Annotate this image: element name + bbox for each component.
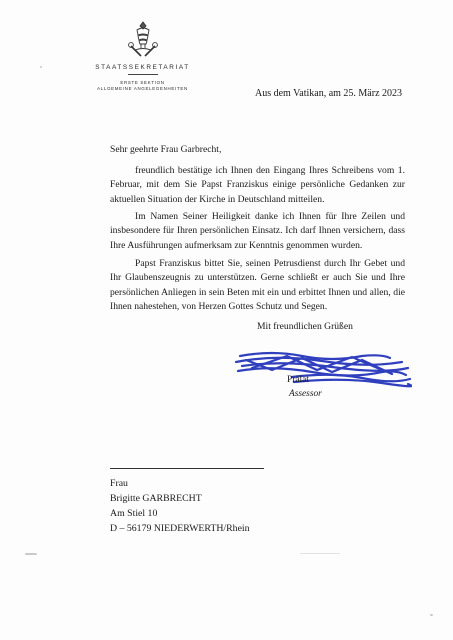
body-paragraph-3: Papst Franziskus bittet Sie, seinen Petrusdienst durch Ihr Gebet und Ihr Glaubenszeugnis zu unterstützen. Gerne schließt er auch Sie und Ihre persönlichen Anliegen in sein Beten mit ein und erbittet Ihnen und allen, die Ihnen nahestehen, von Herzen Gottes Schutz und Segen. <box>110 258 405 312</box>
recipient-line-1: Frau <box>110 478 128 489</box>
closing-greeting: Mit freundlichen Grüßen <box>257 321 353 332</box>
redacted-signature-scribble <box>232 348 412 390</box>
letterhead-department: ALLGEMEINE ANGELEGENHEITEN <box>97 86 188 91</box>
recipient-line-2: Brigitte GARBRECHT <box>110 493 202 504</box>
recipient-line-3: Am Stiel 10 <box>110 508 158 519</box>
scan-speck <box>300 553 340 554</box>
papal-coat-of-arms-icon <box>125 20 161 58</box>
signatory-role: Assessor <box>289 389 322 399</box>
signatory-title: Prälat <box>287 375 309 385</box>
letterhead-divider <box>128 74 158 75</box>
place-date: Aus dem Vatikan, am 25. März 2023 <box>255 88 403 99</box>
body-paragraph-2: Im Namen Seiner Heiligkeit danke ich Ihnen für Ihre Zeilen und insbesondere für Ihren persönlichen Einsatz. Ich darf Ihnen versichern, dass Ihre Ausführungen aufmerksam zur Kenntnis genommen wurden. <box>110 211 405 251</box>
scan-speck <box>40 66 42 68</box>
letterhead-title: STAATSSEKRETARIAT <box>95 64 190 71</box>
address-separator <box>110 468 264 469</box>
recipient-line-4: D – 56179 NIEDERWERTH/Rhein <box>110 523 250 534</box>
scan-speck <box>430 614 433 616</box>
salutation: Sehr geehrte Frau Garbrecht, <box>110 144 222 155</box>
body-paragraph-1: freundlich bestätige ich Ihnen den Eingang Ihres Schreibens vom 1. Februar, mit dem Sie Papst Franziskus einige persönliche Gedanken zur aktuellen Situation der Kirche in Deutschland mitteilen. <box>110 165 405 205</box>
scan-speck <box>25 553 37 555</box>
letterhead-section: ERSTE SEKTION <box>120 80 165 85</box>
